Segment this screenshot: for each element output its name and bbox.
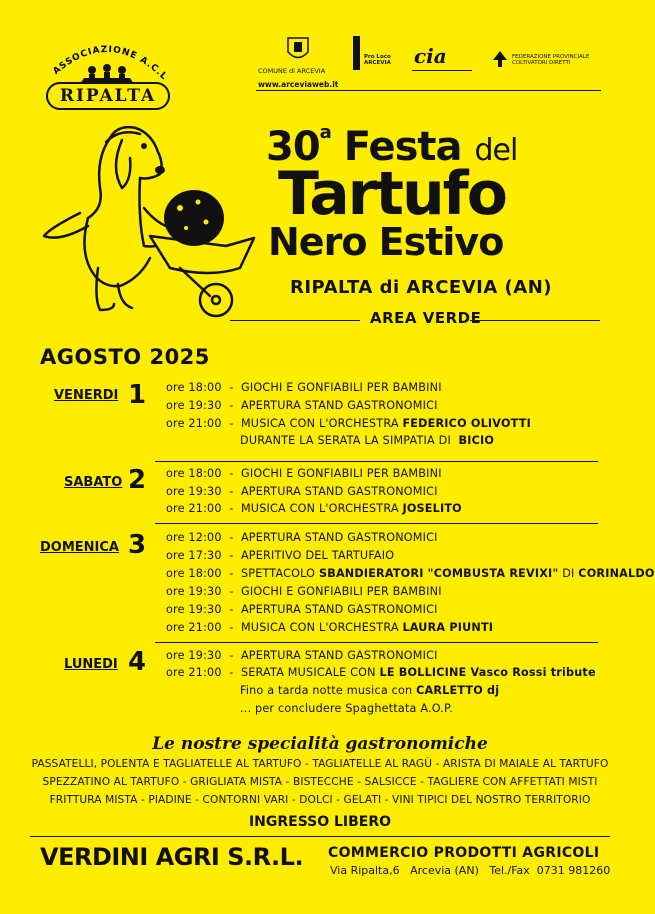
event-row: ore 21:00 - MUSICA CON L'ORCHESTRA JOSELITO bbox=[166, 502, 462, 515]
event-row: DURANTE LA SERATA LA SIMPATIA DI BICIO bbox=[240, 434, 495, 447]
day-name: SABATO bbox=[64, 475, 123, 490]
title-festa: Festa bbox=[343, 124, 462, 170]
title-ordinal-suffix: a bbox=[319, 122, 331, 143]
event-row: ore 17:30 - APERITIVO DEL TARTUFAIO bbox=[166, 549, 395, 562]
event-row: ore 21:00 - MUSICA CON L'ORCHESTRA LAURA PIUNTI bbox=[166, 621, 494, 634]
specialties-line: FRITTURA MISTA - PIADINE - CONTORNI VARI - DOLCI - GELATI - VINI TIPICI DEL NOSTRO TERRITORIO bbox=[49, 794, 591, 806]
sponsor-comune bbox=[258, 36, 328, 80]
sponsor-federazione-text: FEDERAZIONE PROVINCIALE COLTIVATORI DIRETTI bbox=[512, 54, 590, 66]
sponsor-cia bbox=[412, 44, 472, 78]
event-row: ore 18:00 - SPETTACOLO SBANDIERATORI "COMBUSTA REVIXI" DI CORINALDO bbox=[166, 567, 655, 580]
specialties-line: SPEZZATINO AL TARTUFO - GRIGLIATA MISTA - BISTECCHE - SALSICCE - TAGLIERE CON AFFETTATI MISTI bbox=[42, 776, 598, 788]
truffle-icon bbox=[164, 190, 224, 246]
specialties-title: Le nostre specialità gastronomiche bbox=[152, 734, 488, 754]
day-block-sabato bbox=[0, 463, 640, 523]
footer-divider bbox=[30, 836, 610, 837]
area-label: AREA VERDE bbox=[370, 309, 482, 327]
area-line-right bbox=[470, 320, 600, 321]
title-del: del bbox=[474, 133, 518, 168]
day-name: LUNEDI bbox=[64, 657, 118, 672]
federazione-logo-icon bbox=[492, 50, 508, 68]
title-nero-estivo: Nero Estivo bbox=[268, 220, 504, 264]
proloco-tower-icon bbox=[352, 34, 362, 72]
event-location: RIPALTA di ARCEVIA (AN) bbox=[290, 277, 552, 298]
association-arc-icon bbox=[32, 28, 182, 88]
month-heading: AGOSTO 2025 bbox=[40, 345, 210, 369]
day-number: 3 bbox=[128, 530, 147, 560]
event-row: ore 18:00 - GIOCHI E GONFIABILI PER BAMBINI bbox=[166, 467, 442, 480]
ripalta-badge: RIPALTA bbox=[46, 82, 170, 110]
sponsor-company-address: Via Ripalta,6 Arcevia (AN) Tel./Fax 0731 981260 bbox=[330, 864, 611, 877]
truffle-dog-illustration bbox=[40, 118, 255, 324]
event-row: ore 19:30 - APERTURA STAND GASTRONOMICI bbox=[166, 603, 438, 616]
free-entry-label: INGRESSO LIBERO bbox=[248, 814, 392, 830]
event-row: Fino a tarda notte musica con CARLETTO dj bbox=[240, 684, 500, 697]
sponsor-proloco-text: Pro Loco ARCEVIA bbox=[364, 54, 391, 66]
day-number: 4 bbox=[128, 647, 147, 677]
day-name: DOMENICA bbox=[40, 540, 119, 555]
day-number: 2 bbox=[128, 465, 147, 495]
association-arc-text: ASSOCIAZIONE A.C.L bbox=[51, 44, 170, 83]
day-name: VENERDI bbox=[54, 388, 119, 403]
event-row: ore 19:30 - APERTURA STAND GASTRONOMICI bbox=[166, 399, 438, 412]
day-separator bbox=[155, 461, 598, 462]
specialties-line: PASSATELLI, POLENTA E TAGLIATELLE AL TARTUFO - TAGLIATELLE AL RAGÙ - ARISTA DI MAIALE AL TARTUFO bbox=[31, 758, 609, 770]
title-ordinal: 30 bbox=[266, 124, 320, 170]
event-row: ... per concludere Spaghettata A.O.P. bbox=[240, 702, 454, 715]
sponsor-federazione bbox=[492, 50, 602, 80]
event-row: ore 19:30 - GIOCHI E GONFIABILI PER BAMBINI bbox=[166, 585, 442, 598]
day-separator bbox=[155, 642, 598, 643]
sponsor-company-subtitle: COMMERCIO PRODOTTI AGRICOLI bbox=[328, 845, 600, 861]
sponsor-proloco bbox=[352, 34, 392, 80]
header-divider bbox=[256, 90, 601, 91]
sponsor-comune-text: COMUNE di ARCEVIA bbox=[258, 67, 326, 75]
event-row: ore 18:00 - GIOCHI E GONFIABILI PER BAMBINI bbox=[166, 381, 442, 394]
event-row: ore 12:00 - APERTURA STAND GASTRONOMICI bbox=[166, 531, 438, 544]
event-row: ore 19:30 - APERTURA STAND GASTRONOMICI bbox=[166, 649, 438, 662]
comune-crest-icon bbox=[286, 36, 310, 64]
sponsor-company-name: VERDINI AGRI S.R.L. bbox=[40, 843, 304, 871]
event-row: ore 21:00 - MUSICA CON L'ORCHESTRA FEDERICO OLIVOTTI bbox=[166, 417, 531, 430]
title-tartufo: Tartufo bbox=[278, 159, 506, 229]
area-line-left bbox=[230, 320, 360, 321]
cia-logo-icon: cia bbox=[414, 44, 447, 68]
event-row: ore 21:00 - SERATA MUSICALE CON LE BOLLICINE Vasco Rossi tribute bbox=[166, 666, 596, 679]
day-number: 1 bbox=[128, 380, 147, 410]
day-block-domenica bbox=[0, 526, 655, 636]
area-row bbox=[230, 309, 600, 331]
day-block-venerdi bbox=[0, 378, 640, 450]
website-link[interactable]: www.arceviaweb.it bbox=[258, 80, 339, 89]
day-separator bbox=[155, 523, 598, 524]
day-block-lunedi bbox=[0, 645, 640, 720]
event-row: ore 19:30 - APERTURA STAND GASTRONOMICI bbox=[166, 485, 438, 498]
